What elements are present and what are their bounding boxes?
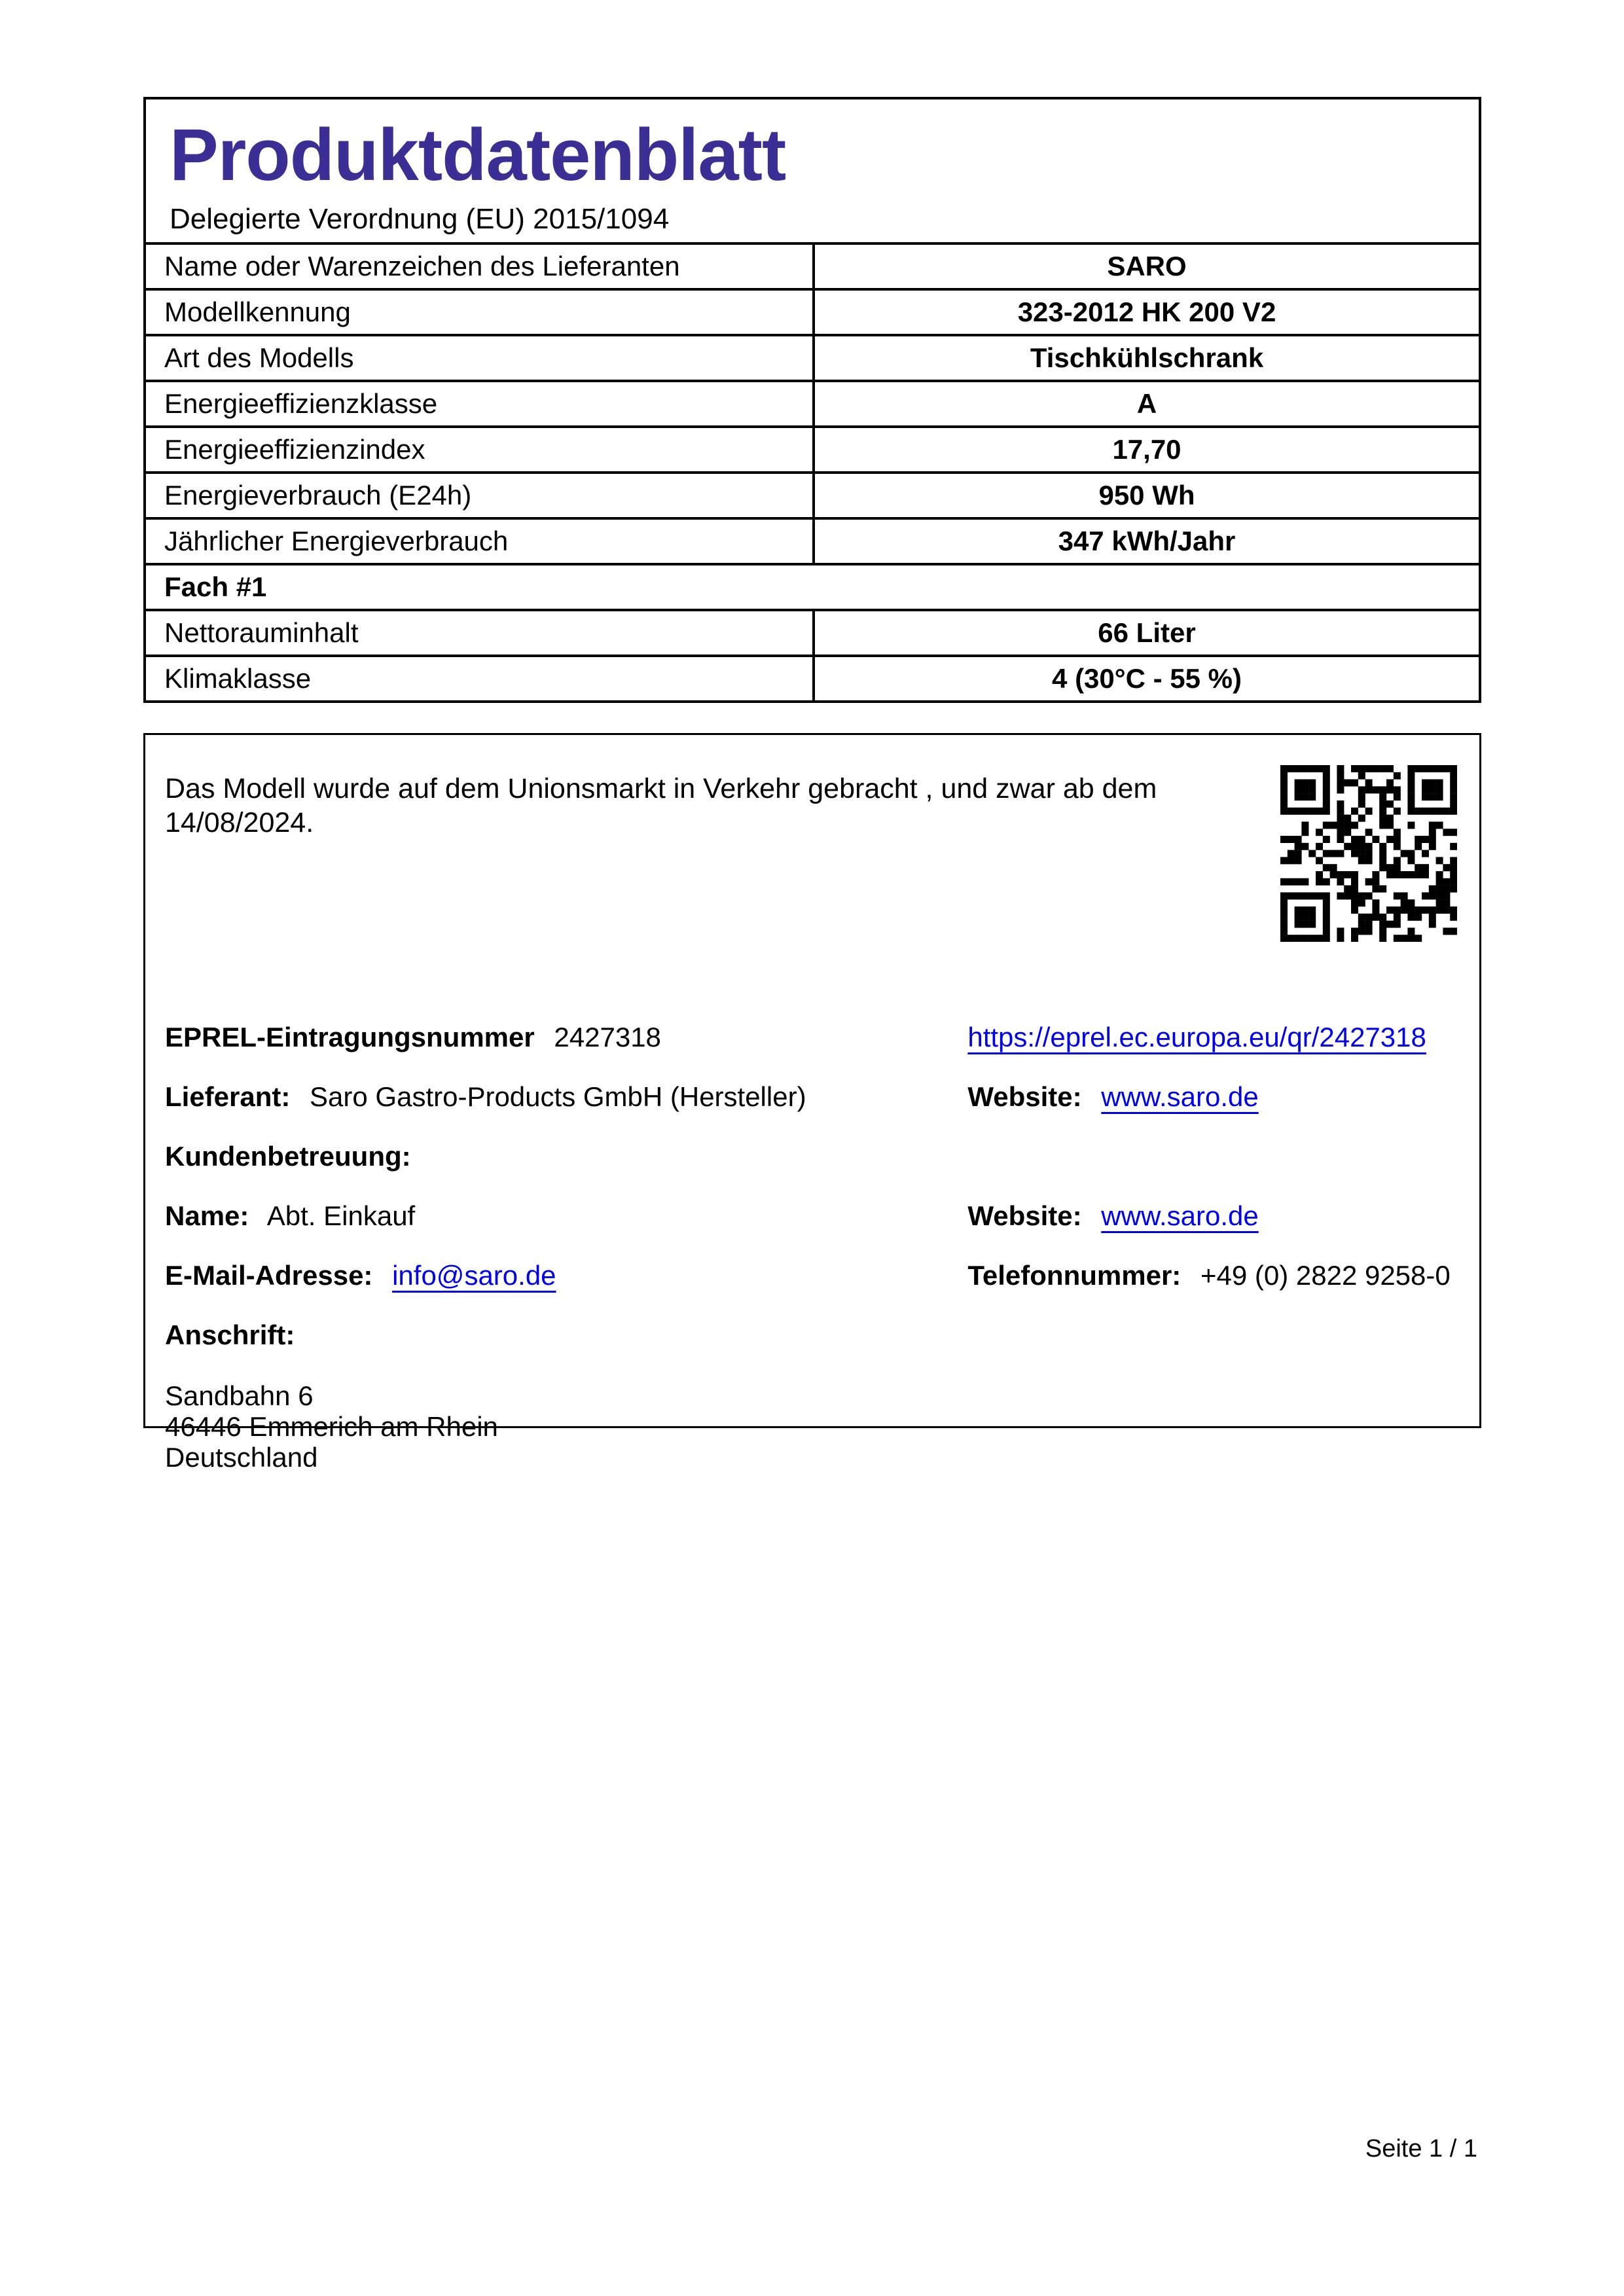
customer-service-row — [165, 1142, 1460, 1171]
title-section — [146, 99, 1479, 242]
eprel-row — [165, 1023, 1460, 1052]
row-value: 347 kWh/Jahr — [812, 520, 1479, 563]
table-row — [146, 655, 1479, 700]
website-link[interactable]: www.saro.de — [1101, 1081, 1259, 1112]
contact-name-label: Name: — [165, 1200, 249, 1231]
table-row — [146, 288, 1479, 334]
row-value: 4 (30°C - 55 %) — [812, 657, 1479, 700]
table-row — [146, 425, 1479, 471]
eprel-number: 2427318 — [554, 1022, 661, 1052]
email-row — [165, 1261, 1460, 1290]
address-label: Anschrift: — [165, 1319, 295, 1350]
address-header-row — [165, 1321, 1460, 1350]
row-label: Energieverbrauch (E24h) — [164, 480, 472, 511]
eprel-label: EPREL-Eintragungsnummer — [165, 1022, 535, 1052]
row-value: 950 Wh — [812, 474, 1479, 517]
table-row — [146, 517, 1479, 563]
website-link[interactable]: www.saro.de — [1101, 1200, 1259, 1231]
eprel-link[interactable]: https://eprel.ec.europa.eu/qr/2427318 — [967, 1022, 1426, 1052]
contact-name-value: Abt. Einkauf — [266, 1200, 416, 1231]
row-value: 66 Liter — [812, 611, 1479, 655]
row-label: Jährlicher Energieverbrauch — [164, 526, 509, 556]
spec-table — [143, 97, 1481, 703]
row-value: A — [812, 382, 1479, 425]
table-row — [146, 380, 1479, 425]
phone-label: Telefonnummer: — [967, 1260, 1182, 1291]
email-label: E-Mail-Adresse: — [165, 1260, 373, 1291]
row-label: Energieeffizienzklasse — [164, 388, 438, 419]
row-value: 323-2012 HK 200 V2 — [812, 291, 1479, 334]
regulation-subtitle: Delegierte Verordnung (EU) 2015/1094 — [170, 203, 670, 235]
address-line: Deutschland — [165, 1442, 318, 1473]
contact-block — [165, 1023, 1460, 1473]
row-label: Art des Modells — [164, 342, 354, 373]
row-value: SARO — [812, 245, 1479, 288]
table-section-row — [146, 563, 1479, 609]
qr-code-image — [1280, 765, 1457, 942]
supplier-label: Lieferant: — [165, 1081, 291, 1112]
row-label: Energieeffizienzindex — [164, 434, 425, 465]
table-row — [146, 334, 1479, 380]
page-footer: Seite 1 / 1 — [1365, 2135, 1477, 2162]
table-row — [146, 242, 1479, 288]
row-label: Name oder Warenzeichen des Lieferanten — [164, 251, 680, 281]
row-value: Tischkühlschrank — [812, 336, 1479, 380]
supplier-info-panel — [143, 733, 1481, 1473]
section-label: Fach #1 — [164, 571, 267, 602]
page-title: Produktdatenblatt — [170, 114, 786, 196]
qr-code — [1280, 765, 1457, 942]
row-label: Klimaklasse — [164, 663, 312, 694]
row-label: Modellkennung — [164, 296, 351, 327]
website-label: Website: — [967, 1081, 1082, 1112]
address-block — [165, 1380, 1460, 1473]
customer-service-label: Kundenbetreuung: — [165, 1141, 411, 1172]
table-row — [146, 471, 1479, 517]
table-row — [146, 609, 1479, 655]
market-statement: Das Modell wurde auf dem Unionsmarkt in Verkehr gebracht , und zwar ab dem 14/08/2024. — [165, 773, 1157, 838]
email-link[interactable]: info@saro.de — [392, 1260, 556, 1291]
supplier-row — [165, 1083, 1460, 1111]
contact-name-row — [165, 1202, 1460, 1230]
address-line: Sandbahn 6 — [165, 1380, 314, 1411]
supplier-name: Saro Gastro-Products GmbH (Hersteller) — [310, 1081, 806, 1112]
phone-value: +49 (0) 2822 9258-0 — [1200, 1260, 1451, 1291]
row-label: Nettorauminhalt — [164, 617, 359, 648]
row-value: 17,70 — [812, 428, 1479, 471]
website-label: Website: — [967, 1200, 1082, 1231]
address-line: 46446 Emmerich am Rhein — [165, 1411, 498, 1442]
